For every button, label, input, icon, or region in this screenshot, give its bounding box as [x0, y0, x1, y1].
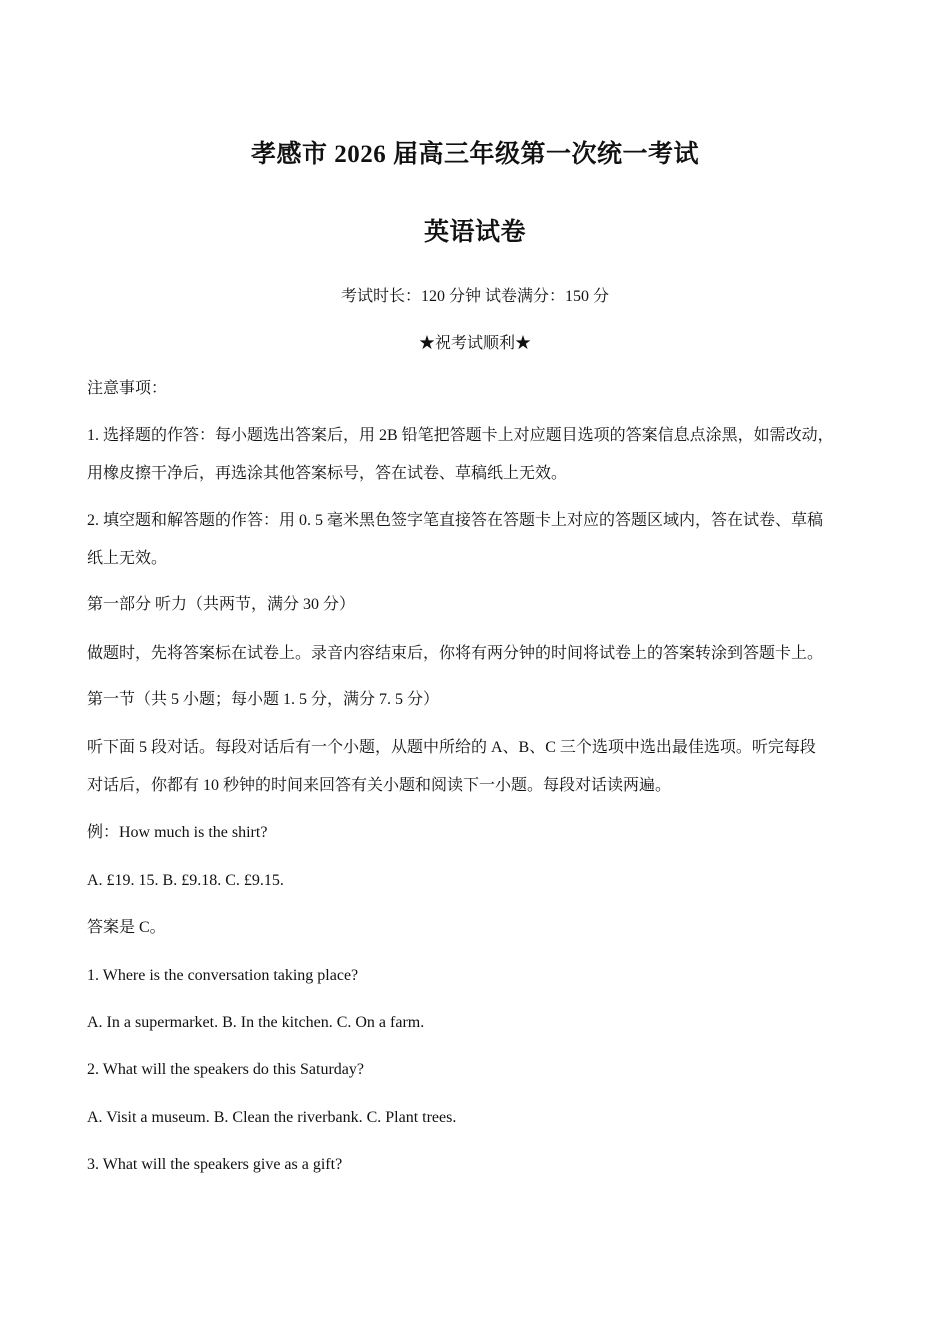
- section1-instruction-line-1: 听下面 5 段对话。每段对话后有一个小题，从题中所给的 A、B、C 三个选项中选出最佳选项。听完每段: [87, 739, 816, 756]
- question-2: 2. What will the speakers do this Saturday?: [87, 1061, 364, 1078]
- example-options: A. £19. 15. B. £9.18. C. £9.15.: [87, 872, 284, 889]
- good-luck-line: ★祝考试顺利★: [418, 335, 531, 352]
- example-answer: 答案是 C。: [87, 919, 166, 936]
- section1-instruction-line-2: 对话后，你都有 10 秒钟的时间来回答有关小题和阅读下一小题。每段对话读两遍。: [87, 777, 672, 794]
- note-item-1-line-2: 用橡皮擦干净后，再选涂其他答案标号，答在试卷、草稿纸上无效。: [87, 465, 568, 482]
- exam-subtitle: 英语试卷: [423, 219, 526, 246]
- question-1-options: A. In a supermarket. B. In the kitchen. C. On a farm.: [87, 1014, 425, 1031]
- part1-instruction: 做题时，先将答案标在试卷上。录音内容结束后，你将有两分钟的时间将试卷上的答案转涂到答题卡上。: [87, 645, 824, 662]
- notes-heading: 注意事项：: [87, 380, 168, 397]
- example-question: 例：How much is the shirt?: [87, 824, 268, 841]
- exam-info: 考试时长：120 分钟 试卷满分：150 分: [340, 288, 609, 305]
- part1-heading: 第一部分 听力（共两节，满分 30 分）: [87, 596, 356, 613]
- question-1: 1. Where is the conversation taking place?: [87, 967, 359, 984]
- note-item-2-line-2: 纸上无效。: [87, 550, 168, 567]
- question-2-options: A. Visit a museum. B. Clean the riverbank. C. Plant trees.: [87, 1109, 457, 1126]
- question-3: 3. What will the speakers give as a gift?: [87, 1156, 343, 1173]
- note-item-2-line-1: 2. 填空题和解答题的作答：用 0. 5 毫米黑色签字笔直接答在答题卡上对应的答题区域内，答在试卷、草稿: [87, 512, 824, 529]
- exam-title: 孝感市 2026 届高三年级第一次统一考试: [250, 141, 699, 168]
- note-item-1-line-1: 1. 选择题的作答：每小题选出答案后，用 2B 铅笔把答题卡上对应题目选项的答案信息点涂黑，如需改动，: [87, 427, 834, 444]
- section1-heading: 第一节（共 5 小题；每小题 1. 5 分，满分 7. 5 分）: [87, 691, 440, 708]
